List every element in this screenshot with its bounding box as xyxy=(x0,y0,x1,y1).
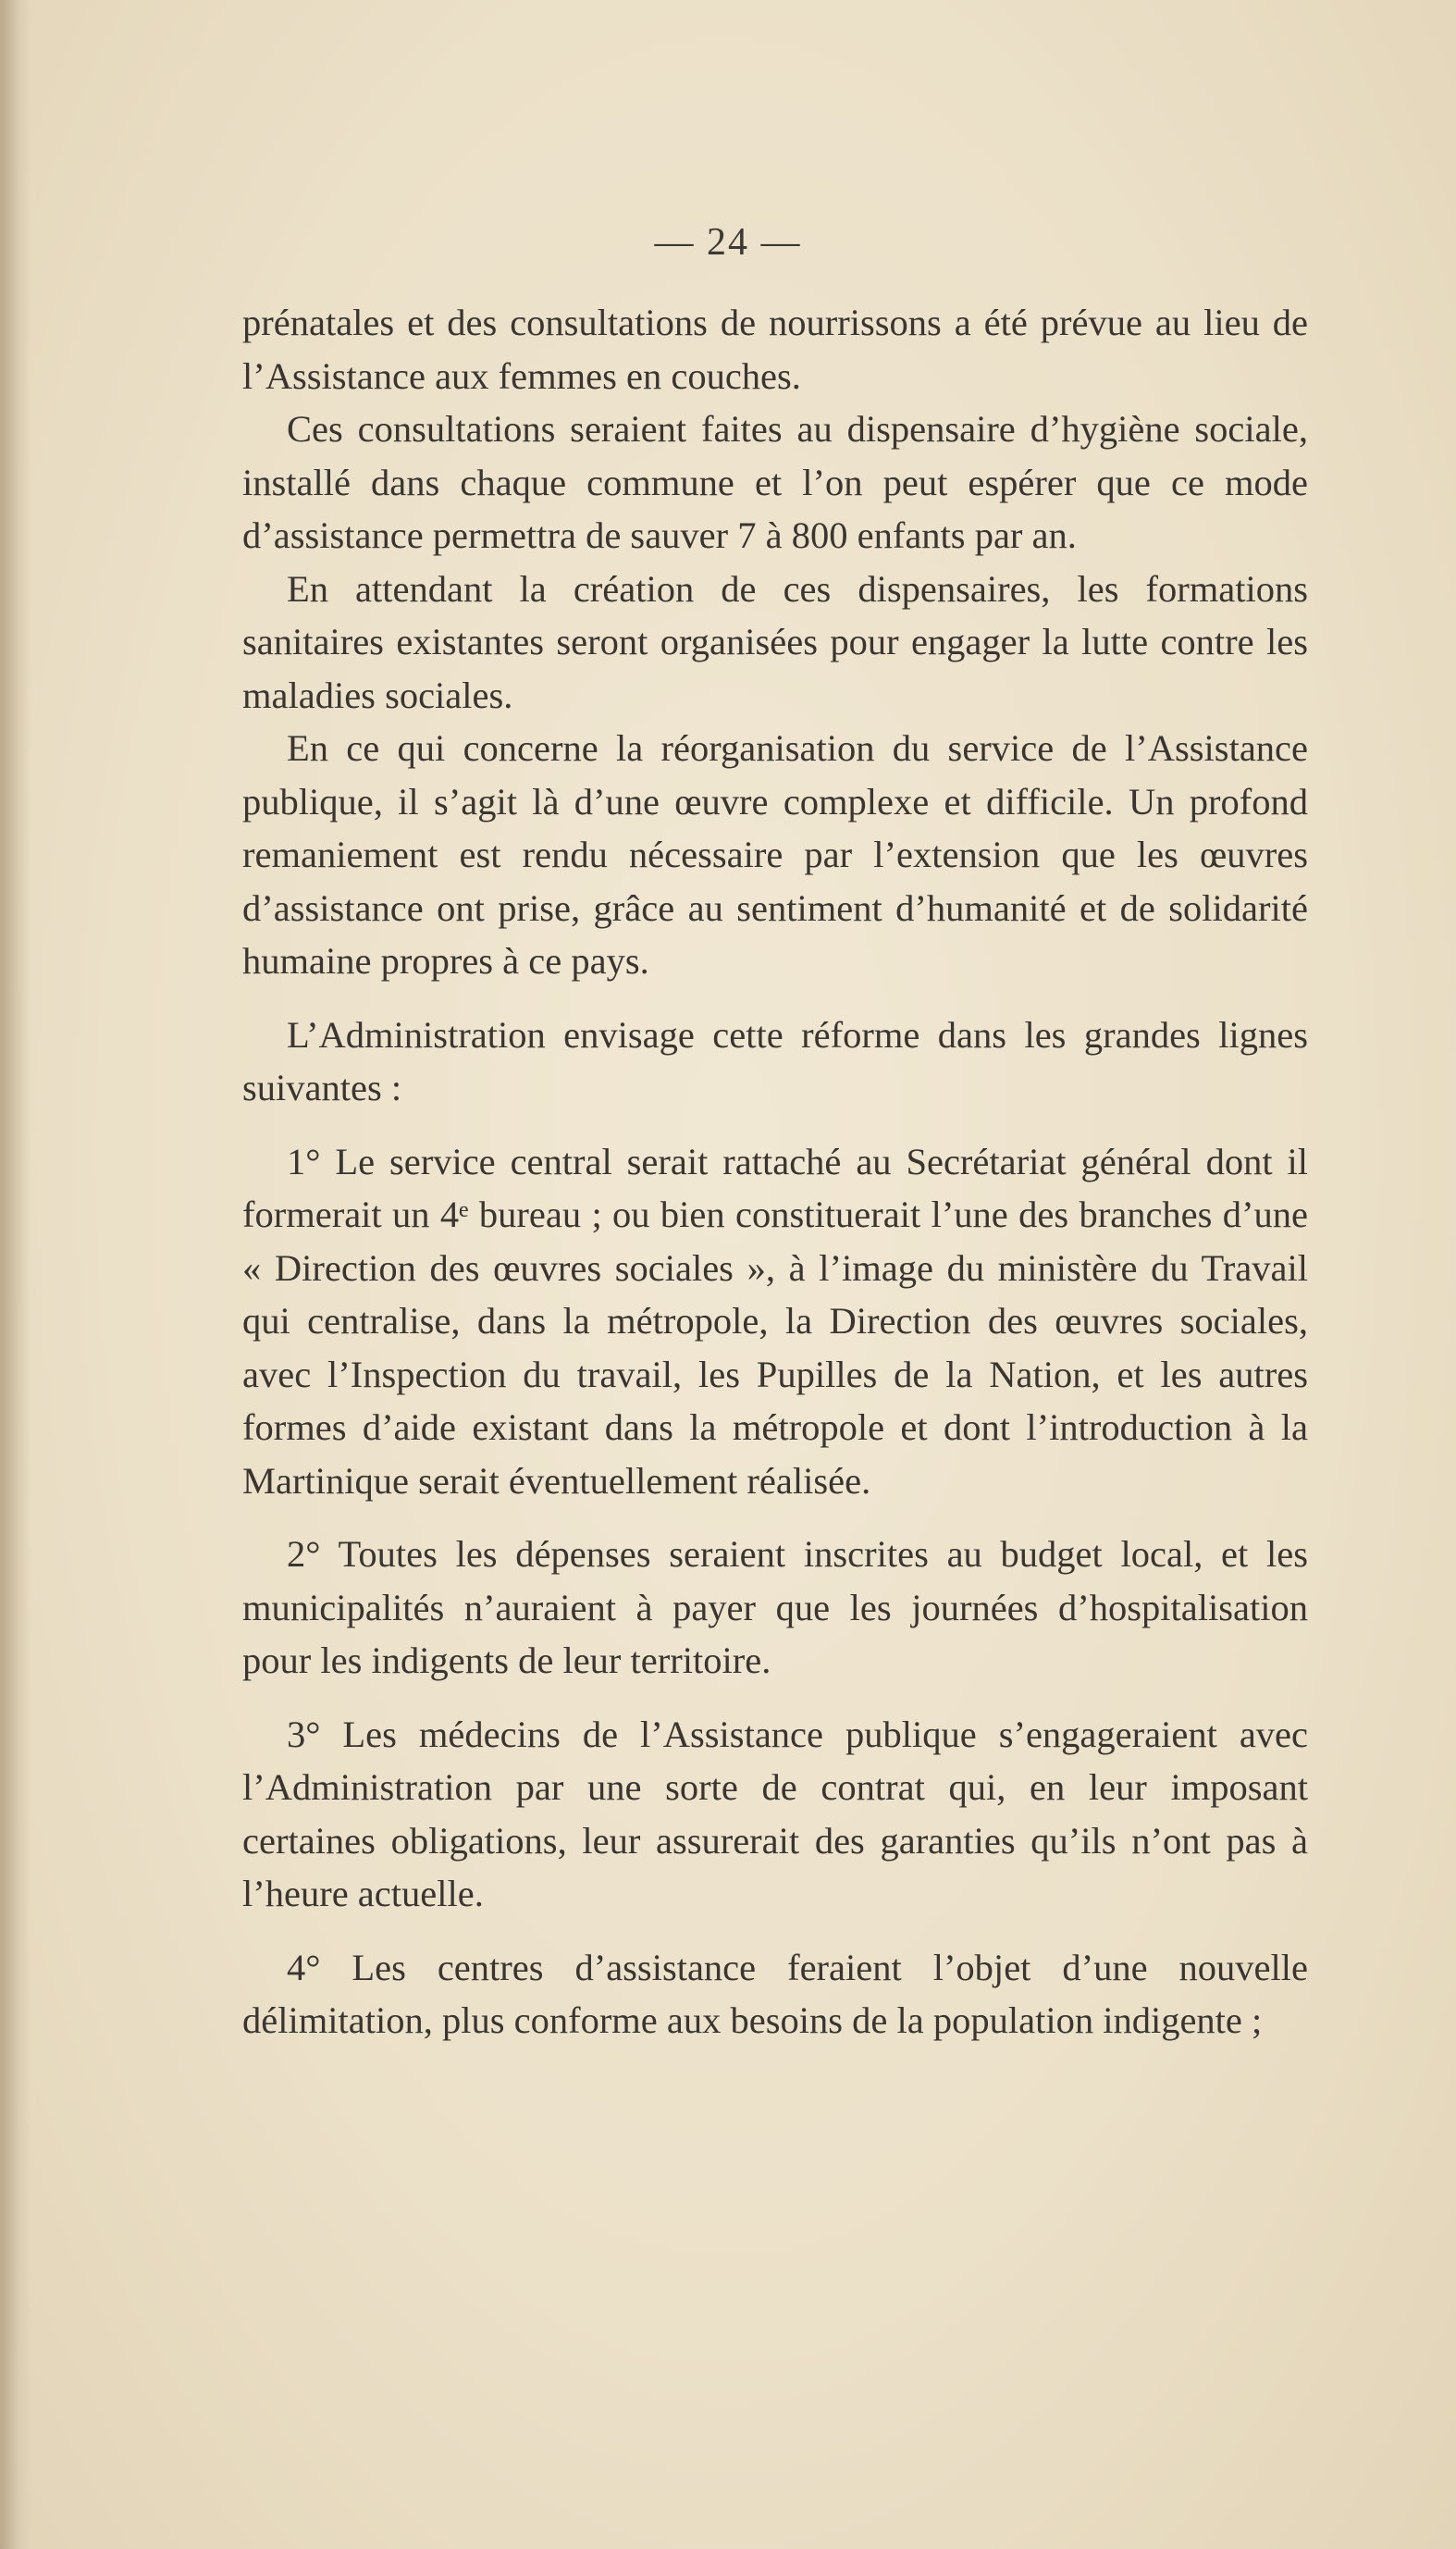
page-left-edge-shadow xyxy=(0,0,31,2549)
paragraph-5: L’Administration envisage cette réforme dans les grandes lignes suivantes : xyxy=(242,1013,1308,1108)
paragraph-2: Ces consultations seraient faites au dispensaire d’hygiène sociale, installé dans chaque commune et l’on peut espérer que ce mode d’assistance permettra de sauver 7 à 800 enfants par an. xyxy=(242,408,1308,556)
paragraph-3: En attendant la création de ces dispensaires, les formations sanitaires existantes seront organisées pour engager la lutte contre les maladies sociales. xyxy=(242,567,1308,716)
paragraph-7: 2° Toutes les dépenses seraient inscrites au budget local, et les municipalités n’auraient à payer que les journées d’hospitalisation pour les indigents de leur territoire. xyxy=(242,1533,1308,1681)
body-text xyxy=(242,296,1308,2048)
paragraph-9: 4° Les centres d’assistance feraient l’objet d’une nouvelle délimitation, plus conforme aux besoins de la population indigente ; xyxy=(242,1946,1308,2041)
paragraph-6: 1° Le service central serait rattaché au Secrétariat général dont il formerait un 4ᵉ bureau ; ou bien constituerait l’une des branches d’une « Direction des œuvres sociales », à l’image du ministère du Travail qui centralise, dans la métropole, la Direction des œuvres sociales, avec l’Inspection du travail, les Pupilles de la Nation, et les autres formes d’aide existant dans la métropole et dont l’introduction à la Martinique serait éventuellement réalisée. xyxy=(242,1140,1308,1502)
paragraph-1: prénatales et des consultations de nourrissons a été prévue au lieu de l’Assistance aux femmes en couches. xyxy=(242,302,1308,397)
page-number: — 24 — xyxy=(654,221,802,264)
paragraph-8: 3° Les médecins de l’Assistance publique s’engageraient avec l’Administration par une sorte de contrat qui, en leur imposant certaines obligations, leur assurerait des garanties qu’ils n’ont pas à l’heure actuelle. xyxy=(242,1713,1308,1914)
paragraph-4: En ce qui concerne la réorganisation du service de l’Assistance publique, il s’agit là d’une œuvre complexe et difficile. Un profond remaniement est rendu nécessaire par l’extension que les œuvres d’assistance ont prise, grâce au sentiment d’humanité et de solidarité humaine propres à ce pays. xyxy=(242,727,1308,982)
